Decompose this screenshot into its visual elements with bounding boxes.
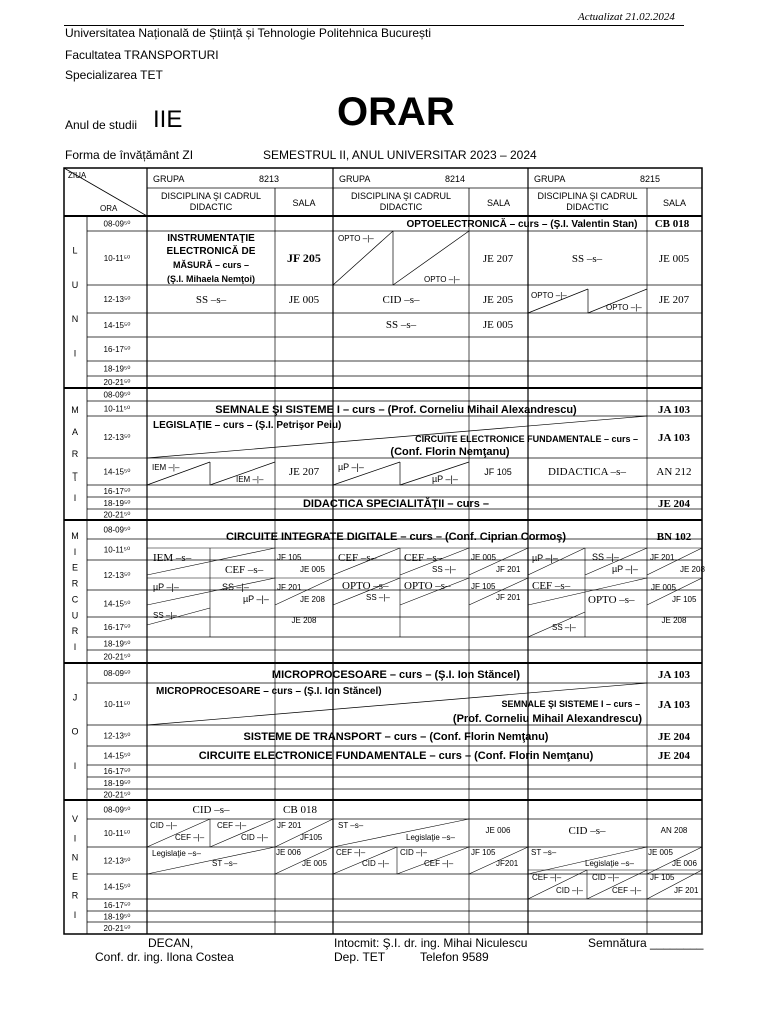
course-title: SEMNALE ŞI SISTEME I – curs – — [501, 699, 640, 709]
lab-label: CEF –|– — [217, 821, 247, 830]
hour-label: 20-21⁵⁰ — [103, 510, 131, 520]
lab-label: OPTO –|– — [531, 291, 567, 300]
specialization: Specializarea TET — [65, 68, 163, 82]
room-value: JF 105 — [277, 553, 302, 562]
room-value: JE 208 — [291, 616, 317, 625]
room-value: AN 208 — [660, 826, 688, 835]
room-value: JF 105 — [471, 582, 496, 591]
day-letter: C — [71, 594, 79, 605]
lab-label: CID –|– — [150, 821, 177, 830]
lab-label: CEF –s– — [404, 552, 443, 564]
day-letter: E — [71, 871, 79, 882]
room-value: JE 204 — [657, 750, 691, 762]
corner-hour-label: ORA — [100, 204, 118, 213]
day-letter: N — [71, 314, 79, 325]
day-letter: I — [73, 642, 77, 653]
form-label: Forma de învățământ ZI — [65, 148, 194, 162]
lab-label: CID –s– — [192, 804, 230, 816]
group-label: GRUPA — [534, 174, 566, 184]
hour-label: 18-19⁵⁰ — [103, 499, 131, 508]
hour-label: 12-13⁵⁰ — [103, 295, 131, 304]
discipline-header: DIDACTIC — [379, 202, 423, 212]
room-value: JA 103 — [657, 669, 691, 681]
lab-label: SS –|– — [552, 623, 576, 632]
room-value: JF 105 — [650, 873, 675, 882]
lab-label: SS –|– — [366, 593, 390, 602]
hour-label: 10-11⁵⁰ — [103, 254, 131, 263]
hour-label: 08-09⁵⁰ — [103, 219, 131, 229]
lab-label: ST –s– — [531, 848, 557, 857]
room-value: JF 105 — [484, 467, 512, 477]
room-value: JE 006 — [276, 848, 301, 857]
group-number-8214: 8214 — [445, 174, 466, 184]
room-value: JF 201 — [650, 553, 675, 562]
lab-label: OPTO –s– — [588, 594, 635, 606]
dean-name: Conf. dr. ing. Ilona Costea — [95, 950, 234, 964]
year-value: IIE — [153, 106, 183, 133]
course-title: ELECTRONICĂ DE — [166, 246, 256, 257]
room-value: JE 208 — [661, 616, 687, 625]
room-value: JF 105 — [672, 595, 697, 604]
lab-label: CEF –|– — [175, 833, 205, 842]
hour-label: 18-19⁵⁰ — [103, 364, 131, 374]
hour-label: 12-13⁵⁰ — [103, 731, 131, 741]
hour-label: 20-21⁵⁰ — [103, 790, 131, 800]
lab-label: CID –|– — [592, 873, 619, 882]
semester-label: SEMESTRUL II, ANUL UNIVERSITAR 2023 – 2024 — [263, 148, 537, 162]
room-header: SALA — [292, 198, 316, 208]
course-title: MĂSURĂ – curs – — [172, 260, 250, 270]
year-label: Anul de studii — [65, 118, 138, 132]
lab-label: Legislaţie –s– — [406, 833, 455, 842]
discipline-header: DIDACTIC — [189, 202, 233, 212]
lab-label: IEM –|– — [236, 475, 264, 484]
day-letter: I — [73, 348, 77, 359]
room-value: JE 005 — [302, 859, 327, 868]
hour-label: 08-09⁵⁰ — [103, 805, 131, 815]
hour-label: 16-17⁵⁰ — [103, 487, 131, 496]
lab-label: SS –s– — [385, 319, 417, 331]
lab-label: CEF –|– — [532, 873, 562, 882]
room-value: JE 005 — [288, 294, 320, 306]
hour-label: 20-21⁵⁰ — [103, 652, 131, 662]
discipline-header: DISCIPLINA ŞI CADRUL — [160, 191, 262, 201]
lab-label: IEM –s– — [153, 552, 192, 564]
department: Dep. TET — [334, 950, 386, 964]
lab-label: CEF –|– — [612, 886, 642, 895]
lab-label: OPTO –s– — [404, 580, 451, 592]
hour-label: 14-15⁵⁰ — [103, 467, 131, 477]
room-value: JE 205 — [482, 294, 514, 306]
university-name: Universitatea Națională de Știință și Tehnologie Politehnica București — [65, 26, 431, 40]
course-title: CIRCUITE ELECTRONICE FUNDAMENTALE – curs – (Conf. Florin Nemţanu) — [198, 750, 594, 762]
lab-label: CID –|– — [362, 859, 389, 868]
room-value: JF 105 — [471, 848, 496, 857]
day-letter: A — [71, 427, 79, 437]
update-date: Actualizat 21.02.2024 — [578, 11, 675, 23]
hour-label: 16-17⁵⁰ — [103, 901, 131, 910]
room-value: JA 103 — [657, 404, 691, 416]
day-letter: E — [71, 562, 79, 573]
hour-label: 16-17⁵⁰ — [103, 767, 131, 776]
lab-label: Legislaţie –s– — [585, 859, 634, 868]
hour-label: 18-19⁵⁰ — [103, 639, 131, 649]
room-value: JA 103 — [657, 432, 691, 444]
lab-label: OPTO –|– — [424, 275, 460, 284]
lab-label: CEF –|– — [336, 848, 366, 857]
lab-label: SS –|– — [592, 552, 619, 562]
room-value: JF 201 — [277, 821, 302, 830]
lab-label: OPTO –s– — [342, 580, 389, 592]
hour-label: 10-11⁵⁰ — [103, 545, 131, 555]
room-value: JA 103 — [657, 699, 691, 711]
corner-day-label: ZIUA — [68, 171, 87, 180]
course-title: (Ş.I. Mihaela Nemţoi) — [166, 274, 256, 284]
room-value: JE 005 — [648, 848, 673, 857]
day-letter: M — [71, 405, 79, 415]
discipline-header: DISCIPLINA ŞI CADRUL — [350, 191, 452, 201]
lab-label: CID –s– — [568, 825, 606, 837]
room-value: JE 208 — [300, 595, 325, 604]
room-value: BN 102 — [656, 531, 692, 543]
room-value: JF 201 — [496, 593, 521, 602]
course-title: CIRCUITE INTEGRATE DIGITALE – curs – (Conf. Ciprian Cormoş) — [225, 531, 567, 543]
day-letter: U — [71, 610, 79, 621]
day-letter: V — [71, 814, 79, 825]
lab-label: IEM –|– — [152, 463, 180, 472]
hour-label: 20-21⁵⁰ — [103, 924, 131, 933]
lab-label: OPTO –|– — [606, 303, 642, 312]
group-number-8215: 8215 — [640, 174, 661, 184]
day-letter: R — [71, 890, 79, 901]
lab-label: µP –|– — [338, 462, 364, 472]
room-value: CB 018 — [654, 218, 690, 230]
author-label: Intocmit: Ş.I. dr. ing. Mihai Niculescu — [334, 936, 528, 950]
day-letter: N — [71, 852, 79, 863]
lab-label: CID –|– — [241, 833, 268, 842]
lab-label: SS –|– — [432, 565, 456, 574]
hour-label: 10-11⁵⁰ — [103, 404, 131, 414]
hour-label: 10-11⁵⁰ — [103, 700, 131, 709]
day-letter: Ţ — [72, 471, 78, 481]
hour-label: 08-09⁵⁰ — [103, 525, 131, 535]
hour-label: 12-13⁵⁰ — [103, 433, 131, 442]
day-letter: R — [71, 578, 79, 589]
lab-label: ST –s– — [212, 859, 238, 868]
room-value: JE 006 — [672, 859, 697, 868]
day-letter: U — [71, 279, 79, 290]
hour-label: 14-15⁵⁰ — [103, 321, 131, 330]
lab-label: SS –s– — [571, 253, 603, 265]
room-value: JF201 — [496, 859, 519, 868]
lab-label: SS –|– — [222, 582, 249, 592]
day-letter: I — [73, 909, 77, 920]
lab-label: SS –|– — [153, 611, 177, 620]
hour-label: 12-13⁵⁰ — [103, 856, 131, 866]
faculty-name: Facultatea TRANSPORTURI — [65, 48, 219, 62]
room-value: JE 204 — [657, 731, 691, 743]
course-title: MICROPROCESOARE – curs – (Ş.I. Ion Stăncel) — [271, 669, 521, 681]
day-letter: R — [71, 626, 79, 637]
course-title: SISTEME DE TRANSPORT – curs – (Conf. Florin Nemţanu) — [243, 731, 549, 743]
hour-label: 14-15⁵⁰ — [103, 599, 131, 609]
lab-label: SS –s– — [195, 294, 227, 306]
room-value: JE 005 — [300, 565, 325, 574]
day-letter: M — [71, 530, 79, 541]
discipline-header: DISCIPLINA ŞI CADRUL — [537, 191, 638, 201]
room-value: JF 201 — [277, 583, 302, 592]
course-title: OPTOELECTRONICĂ – curs – (Ş.I. Valentin Stan) — [406, 219, 638, 230]
day-letter: I — [73, 546, 77, 557]
room-value: JE 005 — [482, 319, 514, 331]
discipline-header: DIDACTIC — [566, 202, 609, 212]
lab-label: µP –|– — [153, 582, 179, 592]
lab-label: µP –|– — [612, 564, 638, 574]
day-letter: I — [73, 760, 77, 771]
group-label: GRUPA — [153, 174, 185, 184]
lab-label: CID –s– — [382, 294, 420, 306]
lab-label: µP –|– — [243, 594, 269, 604]
signature-label: Semnătura ________ — [588, 936, 704, 950]
room-header: SALA — [662, 198, 687, 208]
day-letter: I — [73, 493, 77, 503]
room-value: JF 201 — [674, 886, 699, 895]
day-letter: I — [73, 833, 77, 844]
room-value: JE 005 — [471, 553, 496, 562]
course-title: LEGISLAŢIE – curs – (Ş.I. Petrişor Peiu) — [153, 420, 342, 431]
room-value: JE 207 — [658, 294, 690, 306]
lab-label: CEF –s– — [532, 580, 571, 592]
lab-label: µP –|– — [532, 553, 558, 563]
course-title: (Prof. Corneliu Mihail Alexandrescu) — [452, 713, 642, 725]
hour-label: 20-21⁵⁰ — [103, 378, 131, 387]
room-value: JE 207 — [482, 253, 514, 265]
lab-label: CID –|– — [556, 886, 583, 895]
lab-label: Legislaţie –s– — [152, 849, 201, 858]
hour-label: 14-15⁵⁰ — [103, 882, 131, 892]
day-letter: O — [71, 726, 79, 737]
dean-label: DECAN, — [148, 936, 194, 950]
lab-label: CID –|– — [400, 848, 427, 857]
hour-label: 16-17⁵⁰ — [103, 345, 131, 354]
room-value: JE 005 — [658, 253, 690, 265]
room-value: JE 005 — [651, 583, 676, 592]
hour-label: 14-15⁵⁰ — [103, 751, 131, 761]
course-title: CIRCUITE ELECTRONICE FUNDAMENTALE – curs – — [415, 434, 638, 444]
course-title: DIDACTICA SPECIALITĂŢII – curs – — [302, 498, 490, 510]
hour-label: 08-09⁵⁰ — [103, 390, 131, 400]
hour-label: 12-13⁵⁰ — [103, 571, 131, 580]
lab-label: µP –|– — [432, 474, 458, 484]
room-header: SALA — [486, 198, 511, 208]
hour-label: 18-19⁵⁰ — [103, 912, 131, 922]
room-value: JE 006 — [485, 826, 511, 835]
room-value: JE 207 — [288, 466, 320, 478]
room-value: JF105 — [300, 833, 323, 842]
group-label: GRUPA — [339, 174, 371, 184]
lab-label: CEF –s– — [225, 564, 264, 576]
room-value: JE 208 — [680, 565, 705, 574]
hour-label: 16-17⁵⁰ — [103, 623, 131, 632]
course-title: MICROPROCESOARE – curs – (Ş.I. Ion Stăncel) — [156, 686, 382, 697]
phone: Telefon 9589 — [420, 950, 489, 964]
hour-label: 10-11⁵⁰ — [103, 829, 131, 838]
day-letter: L — [72, 245, 78, 256]
day-letter: J — [72, 692, 78, 703]
course-title: SEMNALE ŞI SISTEME I – curs – (Prof. Corneliu Mihail Alexandrescu) — [215, 404, 577, 416]
hour-label: 18-19⁵⁰ — [103, 779, 131, 788]
room-value: AN 212 — [656, 466, 692, 478]
course-title: INSTRUMENTAŢIE — [167, 233, 255, 244]
lab-label: OPTO –|– — [338, 234, 374, 243]
lab-label: CEF –s– — [338, 552, 377, 564]
room-value: CB 018 — [283, 804, 317, 816]
hour-label: 08-09⁵⁰ — [103, 669, 131, 678]
lab-label: DIDACTICA –s– — [548, 466, 626, 478]
course-title: (Conf. Florin Nemţanu) — [390, 446, 510, 458]
room-value: JE 204 — [657, 498, 691, 510]
day-letter: R — [71, 449, 79, 459]
room-value: JF 201 — [496, 565, 521, 574]
room-value: JF 205 — [287, 251, 321, 265]
lab-label: CEF –|– — [424, 859, 454, 868]
lab-label: ST –s– — [338, 821, 364, 830]
page-title: ORAR — [337, 90, 455, 134]
group-number-8213: 8213 — [259, 174, 280, 184]
